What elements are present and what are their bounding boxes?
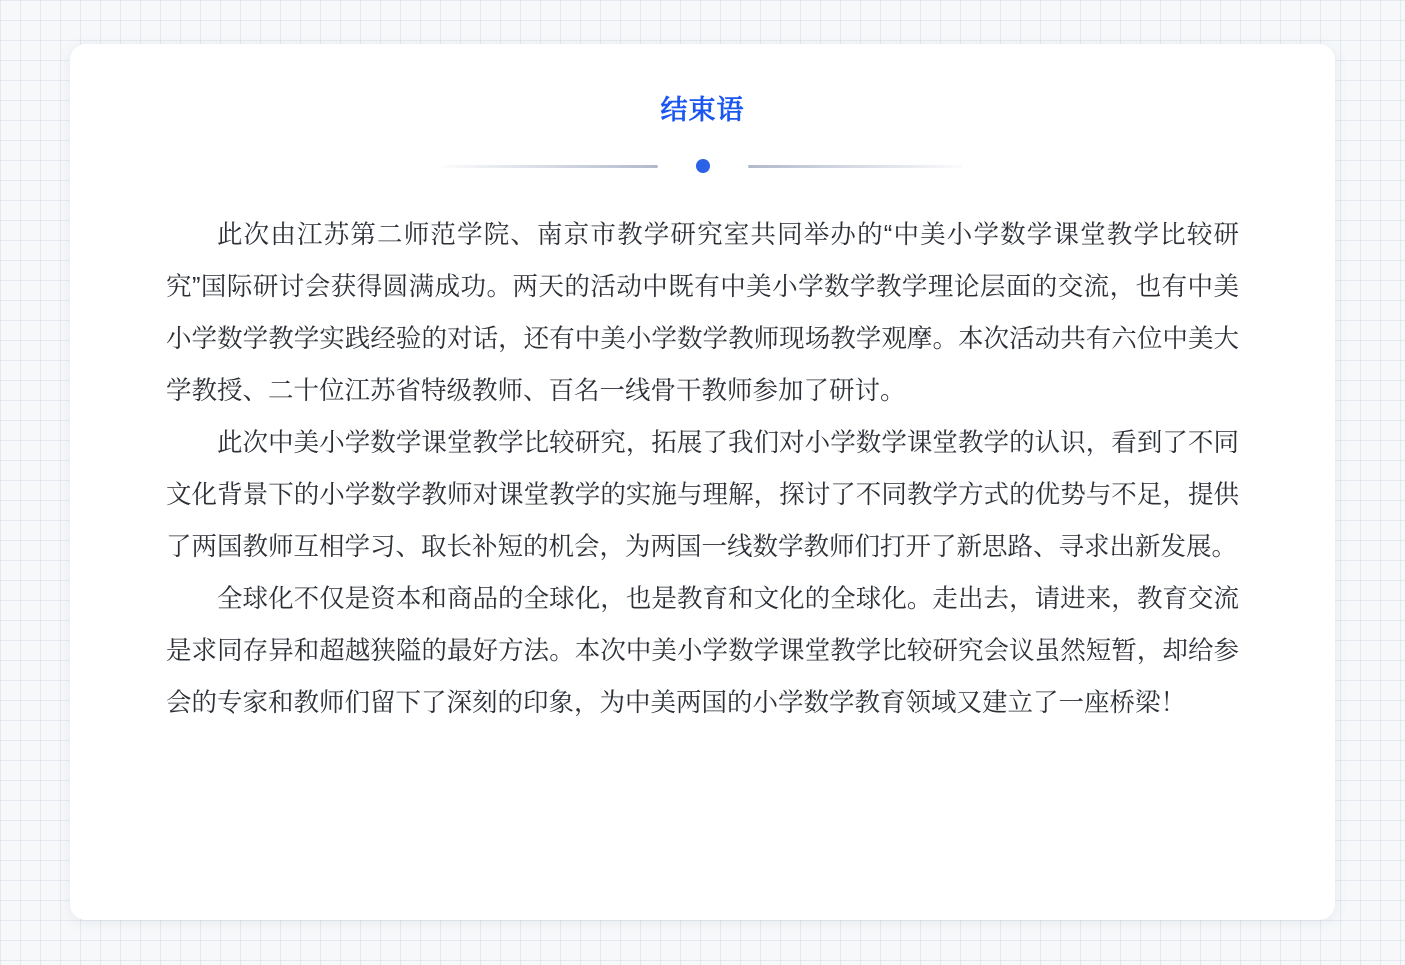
- divider-dot-icon: [696, 159, 710, 173]
- paragraph: 此次中美小学数学课堂教学比较研究，拓展了我们对小学数学课堂教学的认识，看到了不同文化背景下的小学数学教师对课堂教学的实施与理解，探讨了不同教学方式的优势与不足，提供了两国教师互相学习、取长补短的机会，为两国一线数学教师们打开了新思路、寻求出新发展。: [166, 429, 1239, 561]
- paragraph: 全球化不仅是资本和商品的全球化，也是教育和文化的全球化。走出去，请进来，教育交流是求同存异和超越狭隘的最好方法。本次中美小学数学课堂教学比较研究会议虽然短暂，却给参会的专家和教师们留下了深刻的印象，为中美两国的小学数学教育领域又建立了一座桥梁！: [166, 585, 1239, 717]
- paragraph: 此次由江苏第二师范学院、南京市教学研究室共同举办的“中美小学数学课堂教学比较研究”国际研讨会获得圆满成功。两天的活动中既有中美小学数学教学理论层面的交流，也有中美小学数学教学实践经验的对话，还有中美小学数学教师现场教学观摩。本次活动共有六位中美大学教授、二十位江苏省特级教师、百名一线骨干教师参加了研讨。: [166, 221, 1239, 405]
- divider-ornament: [443, 153, 963, 179]
- divider-line-left: [443, 165, 658, 168]
- page-title: 结束语: [660, 95, 745, 125]
- content-card: [70, 44, 1335, 920]
- divider-line-right: [748, 165, 963, 168]
- article-body: [166, 209, 1239, 729]
